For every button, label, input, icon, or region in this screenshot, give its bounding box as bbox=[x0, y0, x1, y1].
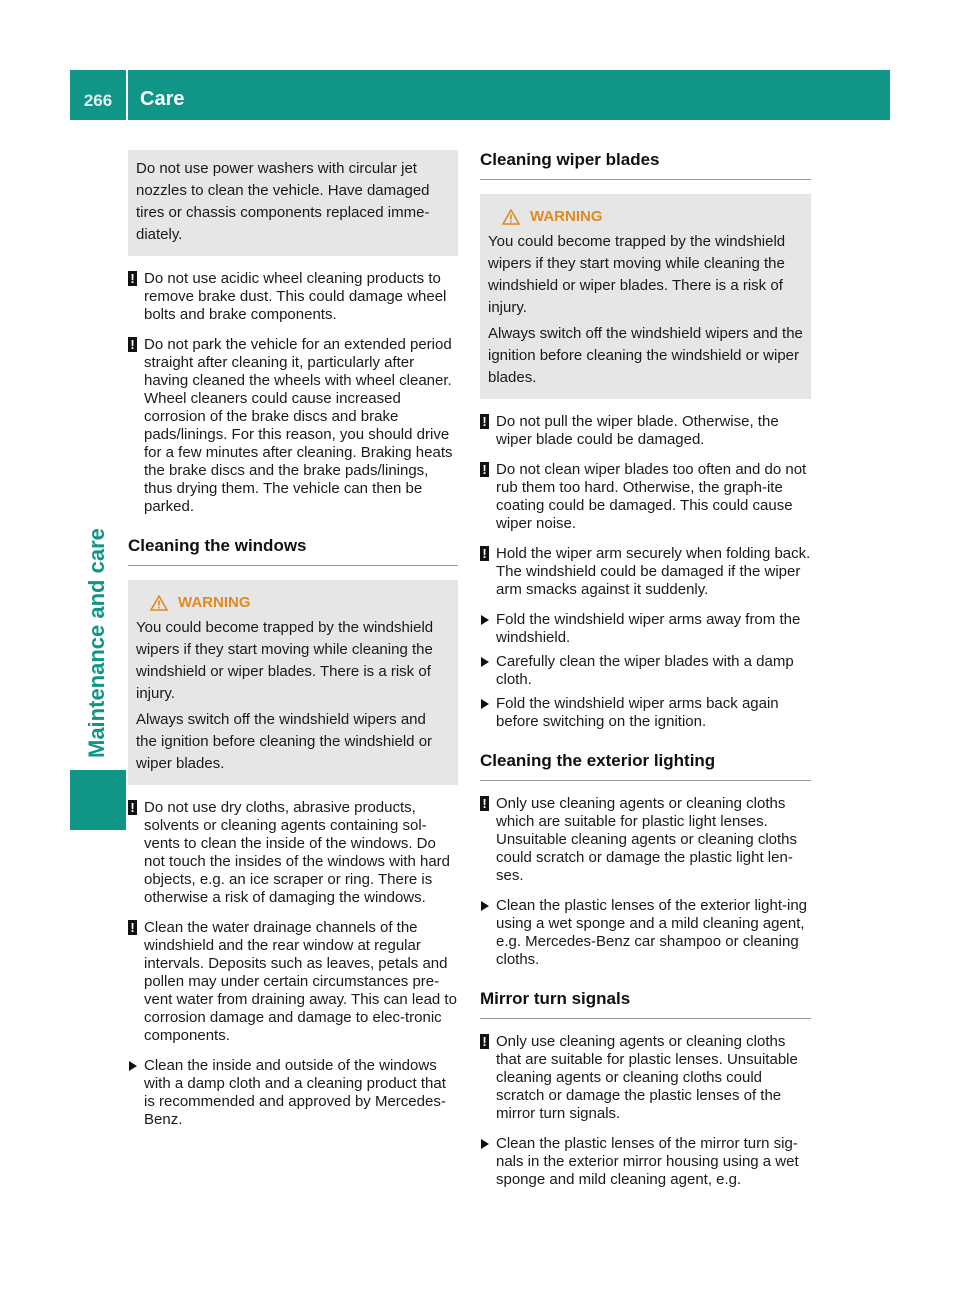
warning-label: WARNING bbox=[530, 208, 603, 225]
note-item: ! Do not park the vehicle for an extended period straight after cleaning it, particularly after having cleaned the wheels with wheel cleaner. Wheel cleaners could cause increased corrosion of the brake discs and brake pads/linings. For this reason, you should drive for a few minutes after cleaning. Braking heats the brake discs and the brake pads/linings, thus drying them. The vehicle can then be parked. bbox=[128, 336, 458, 516]
chapter-tab-marker bbox=[70, 770, 126, 830]
arrow-right-icon bbox=[481, 1139, 489, 1149]
arrow-right-icon bbox=[481, 615, 489, 625]
left-column bbox=[128, 150, 458, 1135]
heading-mirror-turn-signals: Mirror turn signals bbox=[480, 989, 811, 1019]
arrow-right-icon bbox=[481, 699, 489, 709]
chapter-tab-label: Maintenance and care bbox=[84, 528, 109, 758]
warning-triangle-icon bbox=[502, 209, 520, 225]
note-item: ! Hold the wiper arm securely when folding back. The windshield could be damaged if the wiper arm smacks against it suddenly. bbox=[480, 545, 811, 599]
exclamation-icon: ! bbox=[128, 920, 137, 935]
warning-text: You could become trapped by the windshield wipers if they start moving while cleaning the windshield or wiper blades. There is a risk of injury. bbox=[136, 619, 434, 702]
exclamation-icon: ! bbox=[480, 796, 489, 811]
heading-cleaning-exterior-lighting: Cleaning the exterior lighting bbox=[480, 751, 811, 781]
warning-header bbox=[150, 594, 450, 611]
intro-warning-text: Do not use power washers with circular jet nozzles to clean the vehicle. Have damaged tires or chassis components replaced imme-diately. bbox=[136, 160, 430, 243]
exclamation-icon: ! bbox=[480, 1034, 489, 1049]
note-item: ! Do not use dry cloths, abrasive products, solvents or cleaning agents containing sol-vents to clean the inside of the windows. Do not touch the insides of the windows with hard objects, e.g. an ice scraper or ring. There is otherwise a risk of damaging the windows. bbox=[128, 799, 458, 907]
heading-cleaning-windows: Cleaning the windows bbox=[128, 536, 458, 566]
exclamation-icon: ! bbox=[128, 271, 137, 286]
instruction-item: Clean the plastic lenses of the exterior light-ing using a wet sponge and a mild cleaning agent, e.g. Mercedes-Benz car shampoo or cleaning cloths. bbox=[480, 897, 811, 969]
warning-text: Always switch off the windshield wipers and the ignition before cleaning the windshield or wiper blades. bbox=[136, 711, 433, 772]
heading-cleaning-wiper-blades: Cleaning wiper blades bbox=[480, 150, 811, 180]
instruction-item: Fold the windshield wiper arms back again before switching on the ignition. bbox=[480, 695, 811, 731]
warning-header bbox=[502, 208, 803, 225]
note-item: ! Do not use acidic wheel cleaning products to remove brake dust. This could damage wheel bolts and brake components. bbox=[128, 270, 458, 324]
warning-text: Always switch off the windshield wipers and the ignition before cleaning the windshield or wiper blades. bbox=[488, 325, 803, 386]
note-item: ! Clean the water drainage channels of the windshield and the rear window at regular intervals. Deposits such as leaves, petals and pollen may under certain circumstances pre-vent water from draining away. This can lead to corrosion damage and damage to elec-tronic components. bbox=[128, 919, 458, 1045]
page-number: 266 bbox=[83, 91, 113, 110]
exclamation-icon: ! bbox=[128, 800, 137, 815]
exclamation-icon: ! bbox=[128, 337, 137, 352]
exclamation-icon: ! bbox=[480, 546, 489, 561]
warning-box bbox=[128, 580, 458, 785]
header-divider bbox=[126, 70, 128, 120]
warning-text: You could become trapped by the windshield wipers if they start moving while cleaning the windshield or wiper blades. There is a risk of injury. bbox=[488, 233, 786, 316]
section-title: Care bbox=[140, 88, 185, 110]
exclamation-icon: ! bbox=[480, 462, 489, 477]
warning-triangle-icon bbox=[150, 595, 168, 611]
instruction-item: Fold the windshield wiper arms away from the windshield. bbox=[480, 611, 811, 647]
arrow-right-icon bbox=[481, 657, 489, 667]
note-item: ! Do not pull the wiper blade. Otherwise, the wiper blade could be damaged. bbox=[480, 413, 811, 449]
note-item: ! Do not clean wiper blades too often and do not rub them too hard. Otherwise, the graph-ite coating could be damaged. This could cause wiper noise. bbox=[480, 461, 811, 533]
right-column bbox=[480, 150, 811, 1195]
note-item: ! Only use cleaning agents or cleaning cloths that are suitable for plastic lenses. Unsuitable cleaning agents or cleaning cloths could scratch or damage the plastic lenses of the mirror turn signals. bbox=[480, 1033, 811, 1123]
instruction-item: Carefully clean the wiper blades with a damp cloth. bbox=[480, 653, 811, 689]
warning-box bbox=[480, 194, 811, 399]
instruction-item: Clean the inside and outside of the windows with a damp cloth and a cleaning product that is recommended and approved by Mercedes-Benz. bbox=[128, 1057, 458, 1129]
note-item: ! Only use cleaning agents or cleaning cloths which are suitable for plastic light lenses. Unsuitable cleaning agents or cleaning cloths could scratch or damage the plastic light len-ses. bbox=[480, 795, 811, 885]
arrow-right-icon bbox=[129, 1061, 137, 1071]
exclamation-icon: ! bbox=[480, 414, 489, 429]
instruction-item: Clean the plastic lenses of the mirror turn sig-nals in the exterior mirror housing using a wet sponge and mild cleaning agent, e.g. bbox=[480, 1135, 811, 1189]
intro-warning-box bbox=[128, 150, 458, 256]
arrow-right-icon bbox=[481, 901, 489, 911]
warning-label: WARNING bbox=[178, 594, 251, 611]
header-bar bbox=[70, 70, 890, 120]
